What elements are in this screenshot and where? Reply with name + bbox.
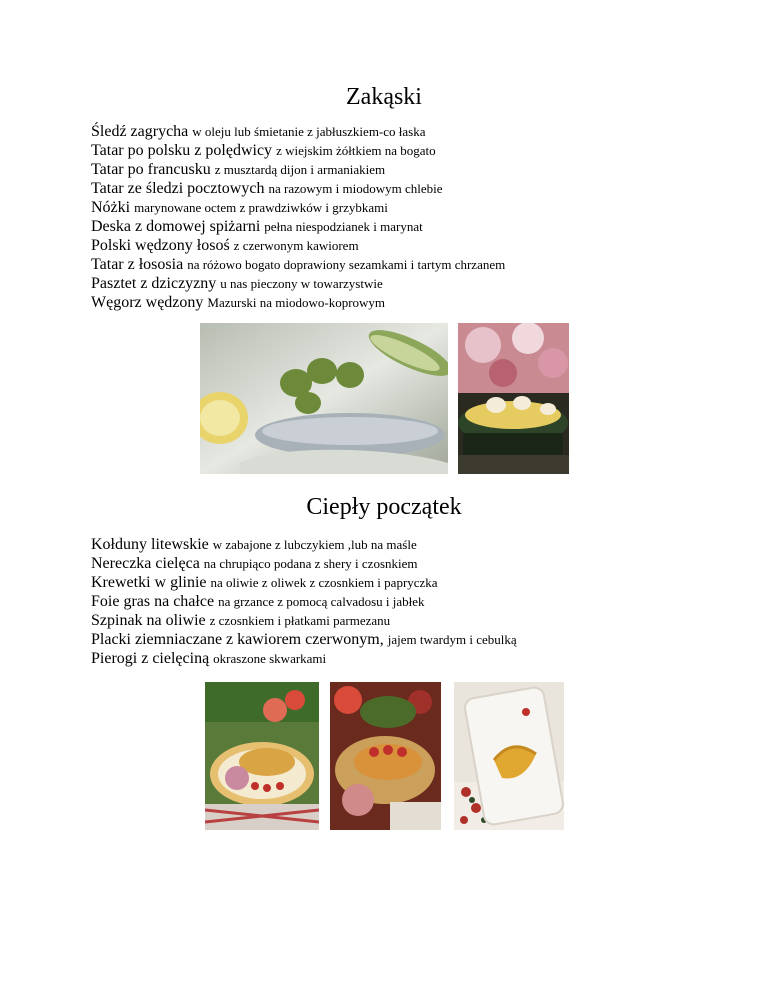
list-item: Węgorz wędzony Mazurski na miodowo-koprowym bbox=[91, 294, 386, 311]
list-item: Nóżki marynowane octem z prawdziwków i grzybkami bbox=[91, 199, 388, 216]
list-item: Szpinak na oliwie z czosnkiem i płatkami parmezanu bbox=[91, 612, 391, 629]
salmon-tartare-photo bbox=[458, 323, 569, 474]
list-item: Pierogi z cielęciną okraszone skwarkami bbox=[91, 650, 327, 667]
list-item: Pasztet z dziczyzny u nas pieczony w towarzystwie bbox=[91, 275, 383, 292]
pierogi-photo bbox=[454, 682, 564, 830]
list-item: Tatar po polsku z polędwicy z wiejskim żółtkiem na bogato bbox=[91, 142, 436, 159]
list-item: Śledź zagrycha w oleju lub śmietanie z jabłuszkiem-co łaska bbox=[91, 123, 426, 140]
list-item: Nereczka cielęca na chrupiąco podana z shery i czosnkiem bbox=[91, 555, 418, 572]
section-title-zakaski: Zakąski bbox=[346, 84, 422, 110]
zakaski-list bbox=[91, 122, 505, 312]
section-title-cieply-poczatek: Ciepły początek bbox=[306, 494, 462, 520]
list-item: Tatar z łososia na różowo bogato doprawiony sezamkami i tartym chrzanem bbox=[91, 256, 506, 273]
list-item: Krewetki w glinie na oliwie z oliwek z czosnkiem i papryczka bbox=[91, 574, 438, 591]
list-item: Placki ziemniaczane z kawiorem czerwonym, jajem twardym i cebulką bbox=[91, 631, 517, 648]
herring-photo bbox=[200, 323, 448, 474]
list-item: Tatar po francusku z musztardą dijon i armaniakiem bbox=[91, 161, 386, 178]
kolduny-photo-2 bbox=[330, 682, 441, 830]
list-item: Polski wędzony łosoś z czerwonym kawiorem bbox=[91, 237, 359, 254]
list-item: Deska z domowej spiżarni pełna niespodzianek i marynat bbox=[91, 218, 423, 235]
list-item: Foie gras na chałce na grzance z pomocą calvadosu i jabłek bbox=[91, 593, 425, 610]
list-item: Kołduny litewskie w zabajone z lubczykiem ,lub na maśle bbox=[91, 536, 417, 553]
list-item: Tatar ze śledzi pocztowych na razowym i miodowym chlebie bbox=[91, 180, 443, 197]
kolduny-photo-1 bbox=[205, 682, 319, 830]
cieply-poczatek-list bbox=[91, 535, 517, 668]
